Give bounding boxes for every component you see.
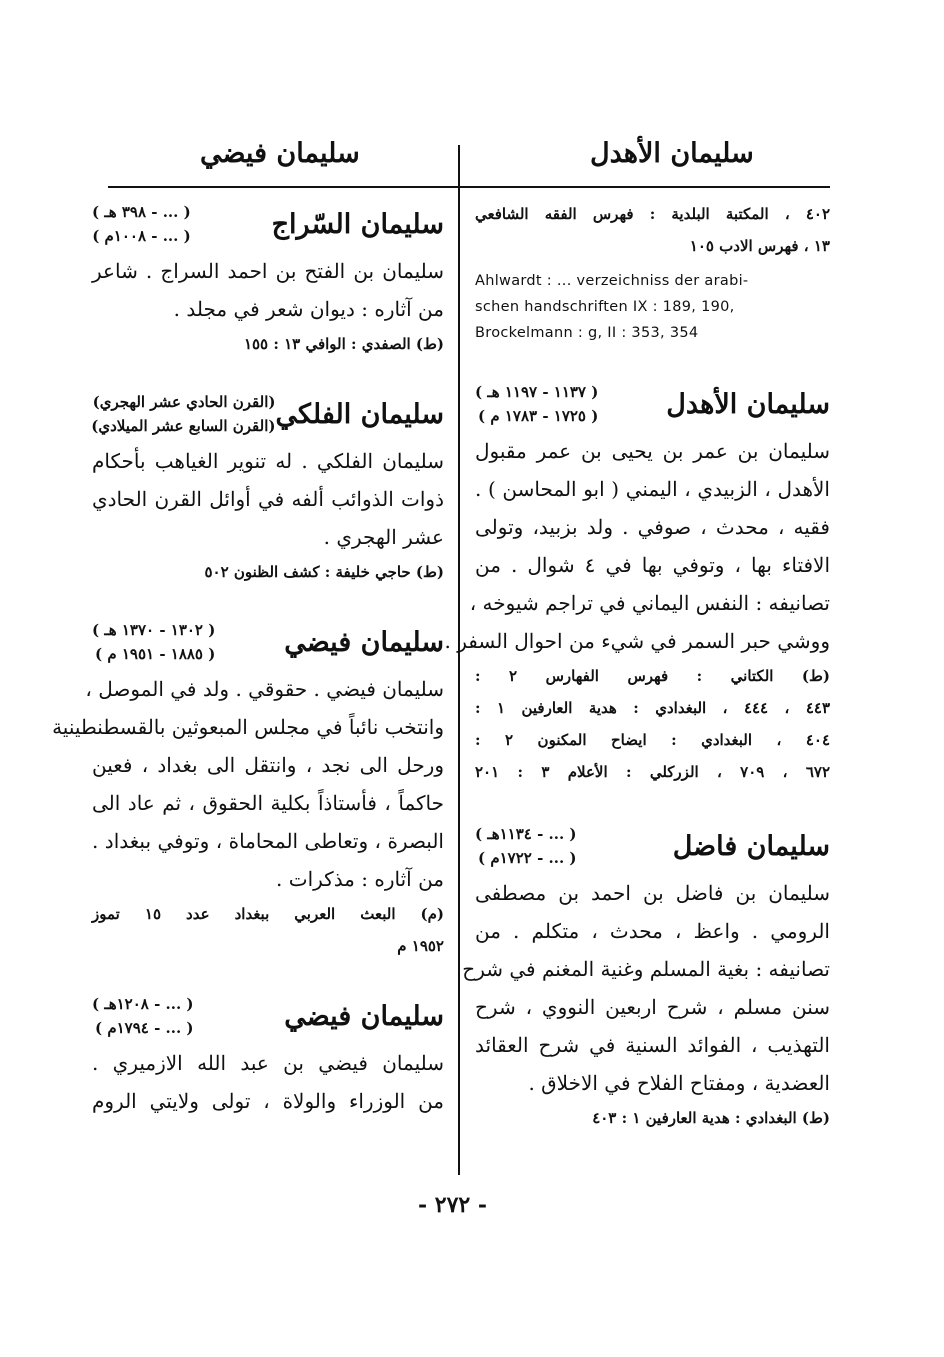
entry-title: سليمان فيضي <box>284 1000 444 1032</box>
ref-line: (م) البعث العربي ببغداد عدد ١٥ تموز <box>92 905 445 923</box>
entry-heading <box>92 390 444 438</box>
entry-heading <box>475 380 830 428</box>
gregorian-dates: ( ... - ١٧٢٢م ) <box>478 849 577 867</box>
entry-heading <box>92 992 444 1040</box>
body-line: التهذيب ، الفوائد السنية في شرح العقائد <box>475 1033 830 1057</box>
running-header-right: سليمان الأهدل <box>590 138 754 169</box>
body-line: سليمان بن عمر بن يحيى بن عمر مقبول <box>475 439 830 463</box>
hijri-dates: ( ... - ١١٣٤هـ ) <box>475 825 577 843</box>
entry-heading <box>92 618 444 666</box>
body-line: من آثاره : ديوان شعر في مجلد . <box>173 297 444 321</box>
ref-line: ٤٤٣ ، ٤٤٤ ، البغدادي : هدية العارفين ١ : <box>475 699 831 717</box>
body-line: ذوات الذوائب ألفه في أوائل القرن الحادي <box>92 487 444 511</box>
entry-dates <box>475 380 598 428</box>
body-line: سليمان بن فاضل بن احمد بن مصطفى <box>475 881 830 905</box>
entry-dates <box>92 618 215 666</box>
ref-line: ٦٧٢ ، ٧٠٩ ، الزركلي : الأعلام ٣ : ٢٠١ <box>475 763 830 781</box>
body-line: سليمان الفلكي . له تنوير الغياهب بأحكام <box>92 449 444 473</box>
century-hijri: (القرن الحادي عشر الهجري) <box>92 393 276 411</box>
ref-line: (ط) البغدادي : هدية العارفين ١ : ٤٠٣ <box>592 1109 830 1127</box>
ref-line: (ط) الصفدي : الوافي ١٣ : ١٥٥ <box>243 335 444 353</box>
right-column <box>444 198 831 1134</box>
body-line: سنن مسلم ، شرح اربعين النووي ، شرح <box>475 995 830 1019</box>
body-line: تصانيفه : بغية المسلم وغنية المغنم في شرح <box>462 957 830 981</box>
gregorian-dates: ( ١٧٢٥ - ١٧٨٣ م ) <box>478 407 599 425</box>
body-line: البصرة ، وتعاطى المحاماة ، وتوفي ببغداد . <box>92 829 444 853</box>
gregorian-dates: ( ... - ١٠٠٨م ) <box>92 227 191 245</box>
body-line: الافتاء بها ، وتوفي بها في ٤ شوال . من <box>475 553 830 577</box>
body-line: سليمان فيضي بن عبد الله الازميري . <box>92 1051 444 1075</box>
page-number: - ٢٧٢ - <box>418 1192 488 1218</box>
body-line: ورحل الى نجد ، وانتقل الى بغداد ، فعين <box>92 753 444 777</box>
entry-title: سليمان الأهدل <box>666 388 830 420</box>
entry-title: سليمان فيضي <box>284 626 444 658</box>
ref-line: (ط) حاجي خليفة : كشف الظنون ٥٠٢ <box>204 563 444 581</box>
entry-heading <box>92 200 444 248</box>
body-line: سليمان بن الفتح بن احمد السراج . شاعر <box>92 259 444 283</box>
left-column <box>52 198 445 1120</box>
body-line: وانتخب نائباً في مجلس المبعوثين بالقسطنطينية <box>52 715 444 739</box>
body-line: سليمان فيضي . حقوقي . ولد في الموصل ، <box>85 677 444 701</box>
century-gregorian: (القرن السابع عشر الميلادي) <box>91 417 276 435</box>
body-line: تصانيفه : النفس اليماني في تراجم شيوخه ، <box>469 591 830 615</box>
entry-title: سليمان الفلكي <box>275 398 444 430</box>
hijri-dates: ( ١١٣٧ - ١١٩٧ هـ ) <box>475 383 599 401</box>
entry-heading <box>475 822 830 870</box>
entry-dates <box>92 200 191 248</box>
ref-line: ٤٠٤ ، البغدادي : ايضاح المكنون ٢ : <box>475 731 830 749</box>
body-line: حاكماً ، فأستاذاً بكلية الحقوق ، ثم عاد الى <box>92 791 444 815</box>
body-line: من الوزراء والولاة ، تولى ولايتي الروم <box>92 1089 444 1113</box>
ref-line: ٤٠٢ ، المكتبة البلدية : فهرس الفقه الشافعي <box>475 205 830 223</box>
body-line: عشر الهجري . <box>323 525 444 549</box>
body-line: من آثاره : مذكرات . <box>276 867 444 891</box>
body-line: فقيه ، محدث ، صوفي . ولد بزبيد، وتولى <box>475 515 830 539</box>
ref-line: ١٩٥٢ م <box>397 937 444 955</box>
running-header-left: سليمان فيضي <box>200 138 360 169</box>
ref-line: ١٣ ، فهرس الادب ١٠٥ <box>689 237 830 255</box>
body-line: العضدية ، ومفتاح الفلاح في الاخلاق . <box>528 1071 830 1095</box>
gregorian-dates: ( ١٨٨٥ - ١٩٥١ م ) <box>95 645 216 663</box>
latin-ref-line: Ahlwardt : ... verzeichniss der arabi- <box>475 273 749 289</box>
latin-ref-line: schen handschriften IX : 189, 190, <box>475 299 735 315</box>
column-divider <box>458 145 460 1175</box>
entry-dates <box>475 822 577 870</box>
gregorian-dates: ( ... - ١٧٩٤م ) <box>95 1019 194 1037</box>
hijri-dates: ( ... - ٣٩٨ هـ ) <box>92 203 191 221</box>
entry-dates <box>92 992 194 1040</box>
entry-title: سليمان السّراج <box>271 208 444 240</box>
entry-dates <box>91 390 275 438</box>
body-line: ووشي حبر السمر في شيء من احوال السفر . <box>444 629 830 653</box>
entry-title: سليمان فاضل <box>672 830 830 862</box>
header-rule <box>108 186 830 188</box>
hijri-dates: ( ... - ١٢٠٨هـ ) <box>92 995 194 1013</box>
body-line: الرومي . واعظ ، محدث ، متكلم . من <box>475 919 830 943</box>
body-line: الأهدل ، الزبيدي ، اليمني ( ابو المحاسن ) . <box>475 477 830 501</box>
ref-line: (ط) الكتاني : فهرس الفهارس ٢ : <box>475 667 830 685</box>
latin-ref-line: Brockelmann : g, II : 353, 354 <box>475 325 699 341</box>
hijri-dates: ( ١٣٠٢ - ١٣٧٠ هـ ) <box>92 621 216 639</box>
